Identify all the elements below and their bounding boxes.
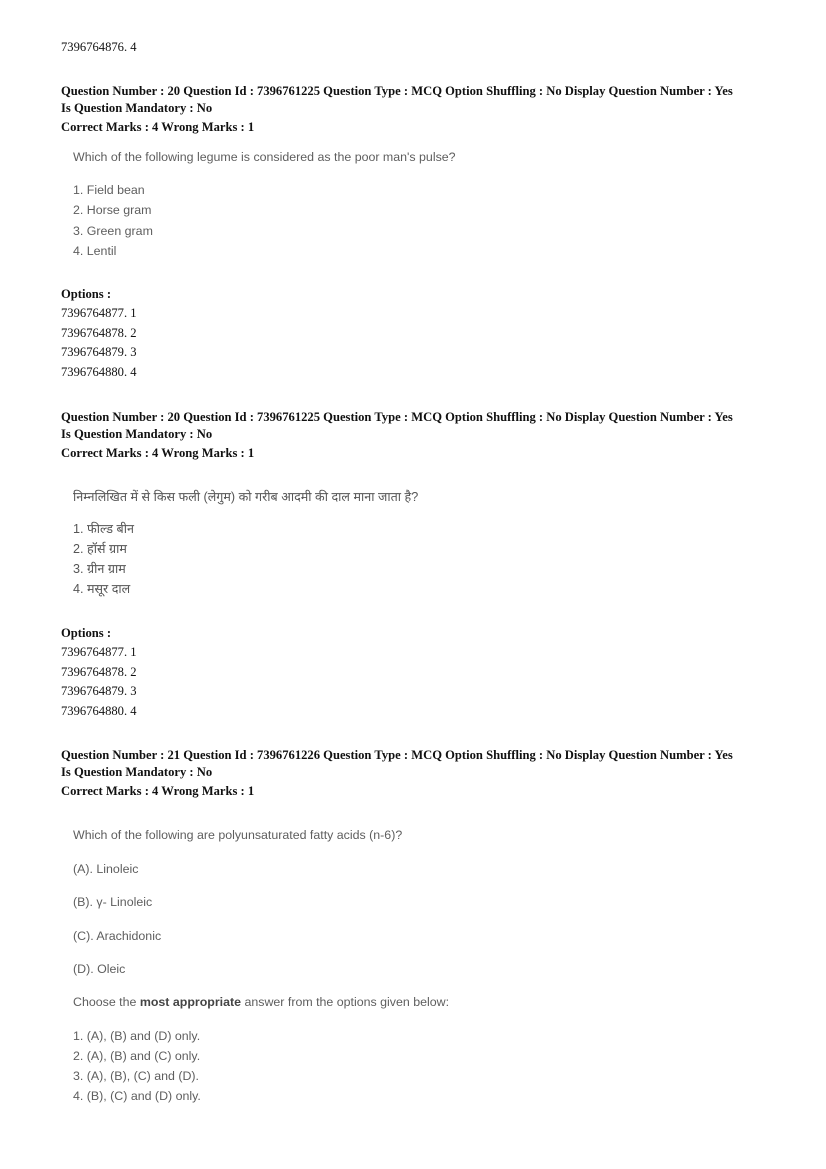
answer-choice: 4. Lentil <box>73 243 117 258</box>
option-id: 7396764879. 3 <box>61 684 137 699</box>
answer-choices <box>73 180 456 261</box>
option-id-list <box>61 304 137 383</box>
instruction-post: answer from the options given below: <box>241 995 450 1009</box>
instruction-pre: Choose the <box>73 995 140 1009</box>
question-text: निम्नलिखित में से किस फली (लेगुम) को गरीब आदमी की दाल माना जाता है? <box>73 490 419 504</box>
statement-item: (A). Linoleic <box>73 862 139 876</box>
marks-line: Correct Marks : 4 Wrong Marks : 1 <box>61 784 255 799</box>
answer-choice: 2. हॉर्स ग्राम <box>73 542 127 556</box>
answer-choice: 2. (A), (B) and (C) only. <box>73 1049 201 1063</box>
answer-choice: 4. मसूर दाल <box>73 582 131 596</box>
answer-choice: 1. (A), (B) and (D) only. <box>73 1029 201 1043</box>
question-meta-line: Question Number : 21 Question Id : 7396761226 Question Type : MCQ Option Shuffling : No Display Question Number : Yes <box>61 748 733 762</box>
question-mandatory-line: Is Question Mandatory : No <box>61 100 213 115</box>
instruction-text <box>73 995 449 1009</box>
option-id-list <box>61 643 137 722</box>
answer-choice: 2. Horse gram <box>73 203 152 218</box>
statement-item: (B). γ- Linoleic <box>73 895 153 909</box>
answer-choices <box>73 519 418 599</box>
question-image-q20-en <box>73 150 456 261</box>
question-image-q20-hi <box>73 488 418 599</box>
question-meta-q21 <box>61 747 777 800</box>
statement-item: (D). Oleic <box>73 962 126 976</box>
previous-option-line: 7396764876. 4 <box>61 40 137 54</box>
option-id: 7396764878. 2 <box>61 325 137 340</box>
option-id: 7396764879. 3 <box>61 345 137 360</box>
answer-choice: 1. Field bean <box>73 183 145 197</box>
marks-line: Correct Marks : 4 Wrong Marks : 1 <box>61 446 255 461</box>
question-meta-line: Question Number : 20 Question Id : 7396761225 Question Type : MCQ Option Shuffling : No Display Question Number : Yes <box>61 84 733 98</box>
instruction-emphasis: most appropriate <box>139 995 242 1009</box>
answer-choice: 4. (B), (C) and (D) only. <box>73 1089 201 1103</box>
question-text: Which of the following legume is considered as the poor man's pulse? <box>73 150 456 164</box>
option-id: 7396764880. 4 <box>61 704 137 719</box>
option-id: 7396764877. 1 <box>61 306 137 320</box>
answer-choice: 3. (A), (B), (C) and (D). <box>73 1069 199 1083</box>
options-title: Options : <box>61 626 112 640</box>
answer-choice: 3. ग्रीन ग्राम <box>73 562 126 576</box>
statement-item: (C). Arachidonic <box>73 929 162 943</box>
question-meta-q20-en <box>61 83 777 136</box>
answer-choice: 3. Green gram <box>73 223 153 238</box>
option-id: 7396764877. 1 <box>61 645 137 659</box>
question-mandatory-line: Is Question Mandatory : No <box>61 764 213 779</box>
marks-line: Correct Marks : 4 Wrong Marks : 1 <box>61 120 255 135</box>
option-id: 7396764878. 2 <box>61 664 137 679</box>
answer-choice: 1. फील्ड बीन <box>73 522 134 536</box>
question-meta-line: Question Number : 20 Question Id : 7396761225 Question Type : MCQ Option Shuffling : No Display Question Number : Yes <box>61 410 733 424</box>
options-title: Options : <box>61 287 112 301</box>
question-meta-q20-hi <box>61 409 777 462</box>
option-id: 7396764880. 4 <box>61 365 137 380</box>
question-text: Which of the following are polyunsaturated fatty acids (n-6)? <box>73 828 403 842</box>
question-mandatory-line: Is Question Mandatory : No <box>61 426 213 441</box>
